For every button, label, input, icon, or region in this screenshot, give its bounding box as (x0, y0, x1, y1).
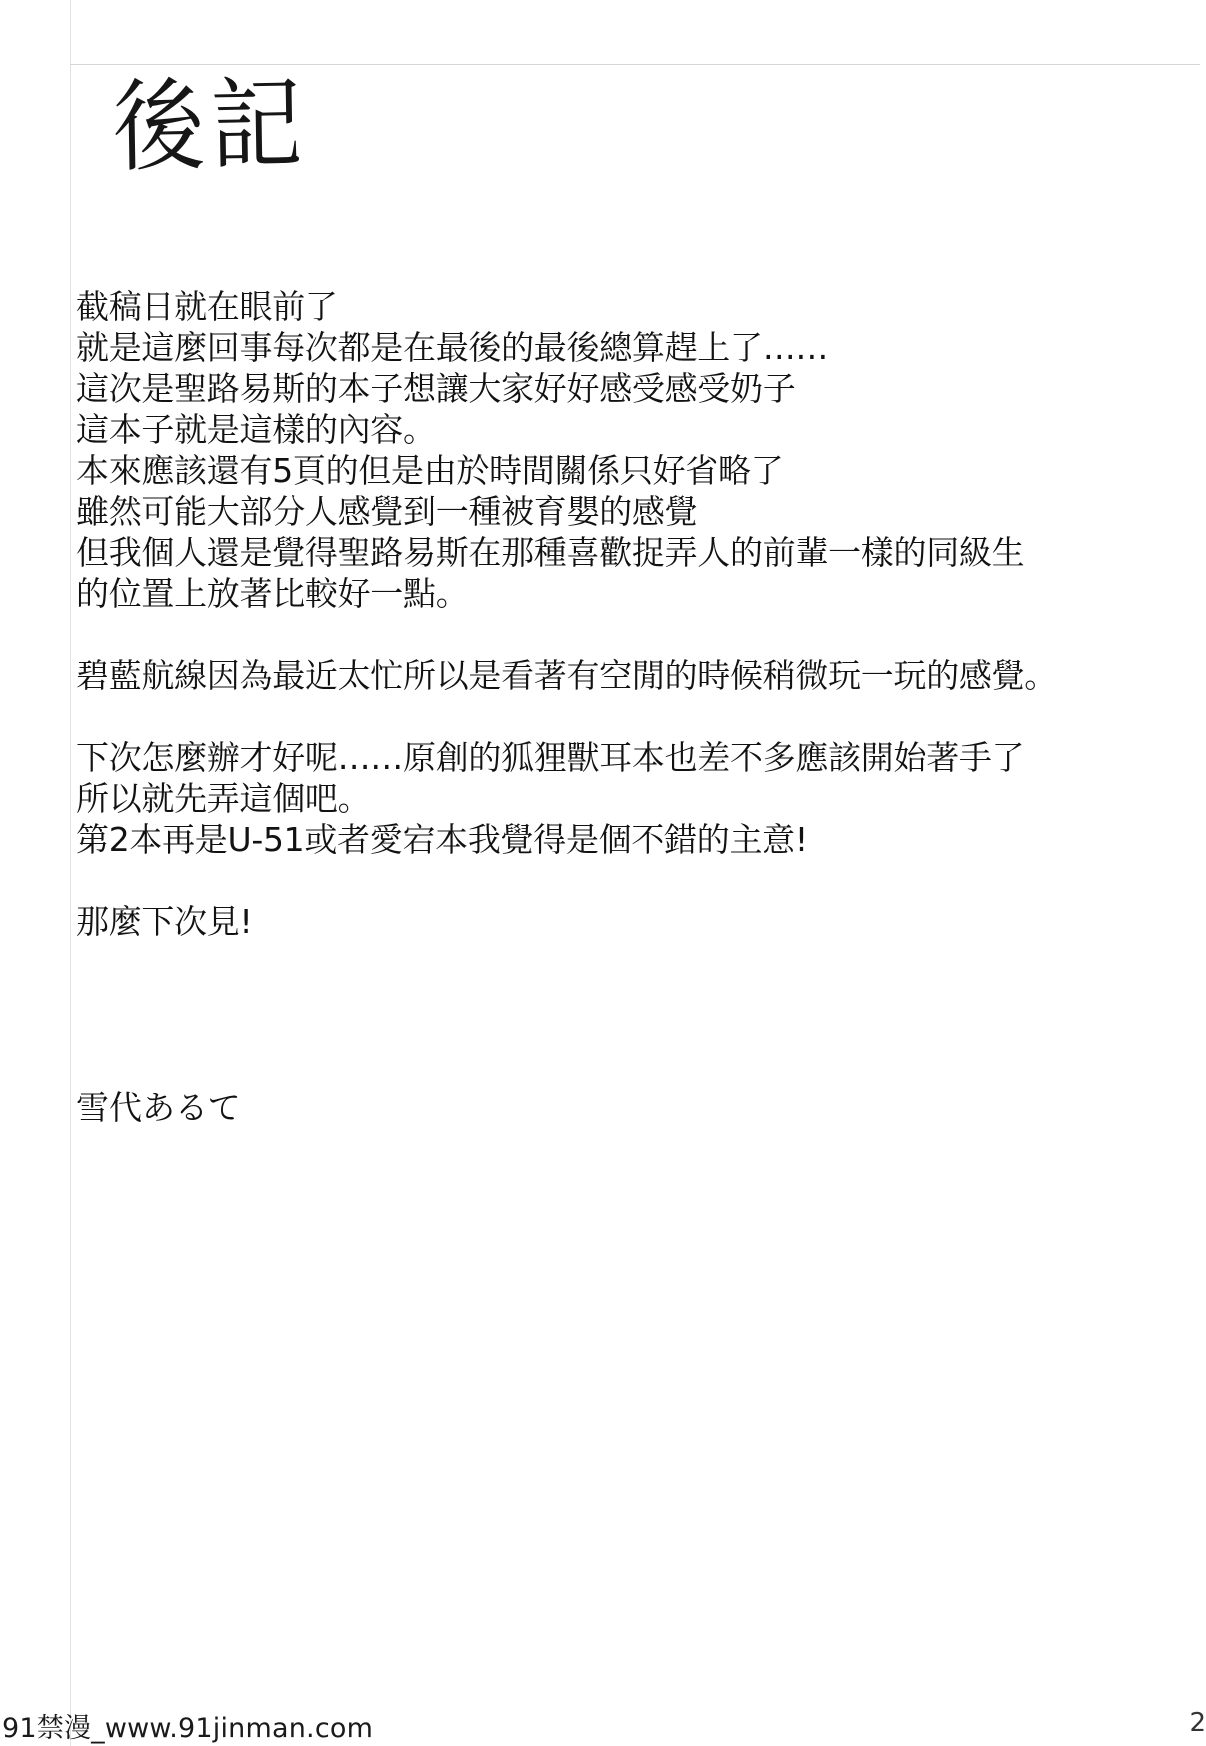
body-line: 的位置上放著比較好一點。 (76, 574, 469, 613)
page-title: 後記 (111, 65, 309, 186)
author-signature: 雪代あるて (76, 1088, 241, 1127)
body-line: 截稿日就在眼前了 (76, 287, 338, 326)
body-line: 碧藍航線因為最近太忙所以是看著有空閒的時候稍微玩一玩的感覺。 (76, 656, 1058, 695)
body-line: 所以就先弄這個吧。 (76, 779, 371, 818)
page-frame-top-edge (70, 64, 1200, 65)
paragraph-gap (76, 860, 1186, 901)
body-line: 這次是聖路易斯的本子想讓大家好好感受感受奶子 (76, 369, 796, 408)
body-line: 就是這麼回事每次都是在最後的最後總算趕上了…… (76, 328, 829, 367)
afterword-body (76, 286, 1186, 942)
body-line: 但我個人還是覺得聖路易斯在那種喜歡捉弄人的前輩一樣的同級生 (76, 533, 1025, 572)
site-watermark: 91禁漫_www.91jinman.com (2, 1713, 374, 1744)
body-line: 雖然可能大部分人感覺到一種被育嬰的感覺 (76, 492, 698, 531)
paragraph-gap (76, 614, 1186, 655)
page-number: 2 (1189, 1708, 1206, 1738)
body-line: 第2本再是U-51或者愛宕本我覺得是個不錯的主意! (76, 820, 808, 859)
body-line: 本來應該還有5頁的但是由於時間關係只好省略了 (76, 451, 784, 490)
paragraph-gap (76, 696, 1186, 737)
body-line: 這本子就是這樣的內容。 (76, 410, 436, 449)
page-frame-left-edge (70, 0, 71, 1746)
body-line: 下次怎麼辦才好呢……原創的狐狸獸耳本也差不多應該開始著手了 (76, 738, 1025, 777)
body-line: 那麼下次見! (76, 902, 253, 941)
